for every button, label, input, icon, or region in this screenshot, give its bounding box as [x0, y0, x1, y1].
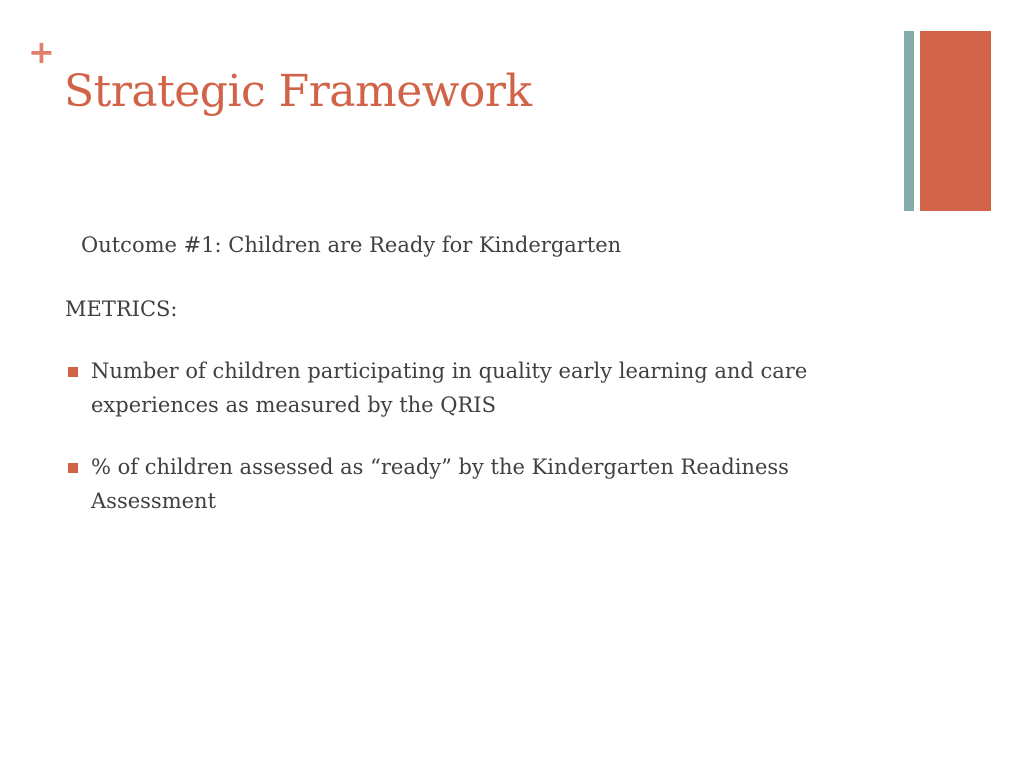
outcome-heading: Outcome #1: Children are Ready for Kindergarten	[81, 233, 622, 257]
metric-text: % of children assessed as “ready” by the Kindergarten Readiness Assessment	[91, 455, 789, 513]
slide-title: Strategic Framework	[64, 66, 532, 117]
metrics-list	[65, 354, 865, 546]
metric-item	[65, 354, 865, 422]
metric-item	[65, 450, 865, 518]
square-bullet-icon	[68, 463, 78, 473]
plus-icon: +	[28, 33, 55, 71]
decorative-teal-bar	[904, 31, 914, 211]
metric-text: Number of children participating in quality early learning and care experiences as measured by the QRIS	[91, 359, 808, 417]
metrics-label: METRICS:	[65, 297, 178, 321]
square-bullet-icon	[68, 367, 78, 377]
decorative-coral-block	[920, 31, 991, 211]
